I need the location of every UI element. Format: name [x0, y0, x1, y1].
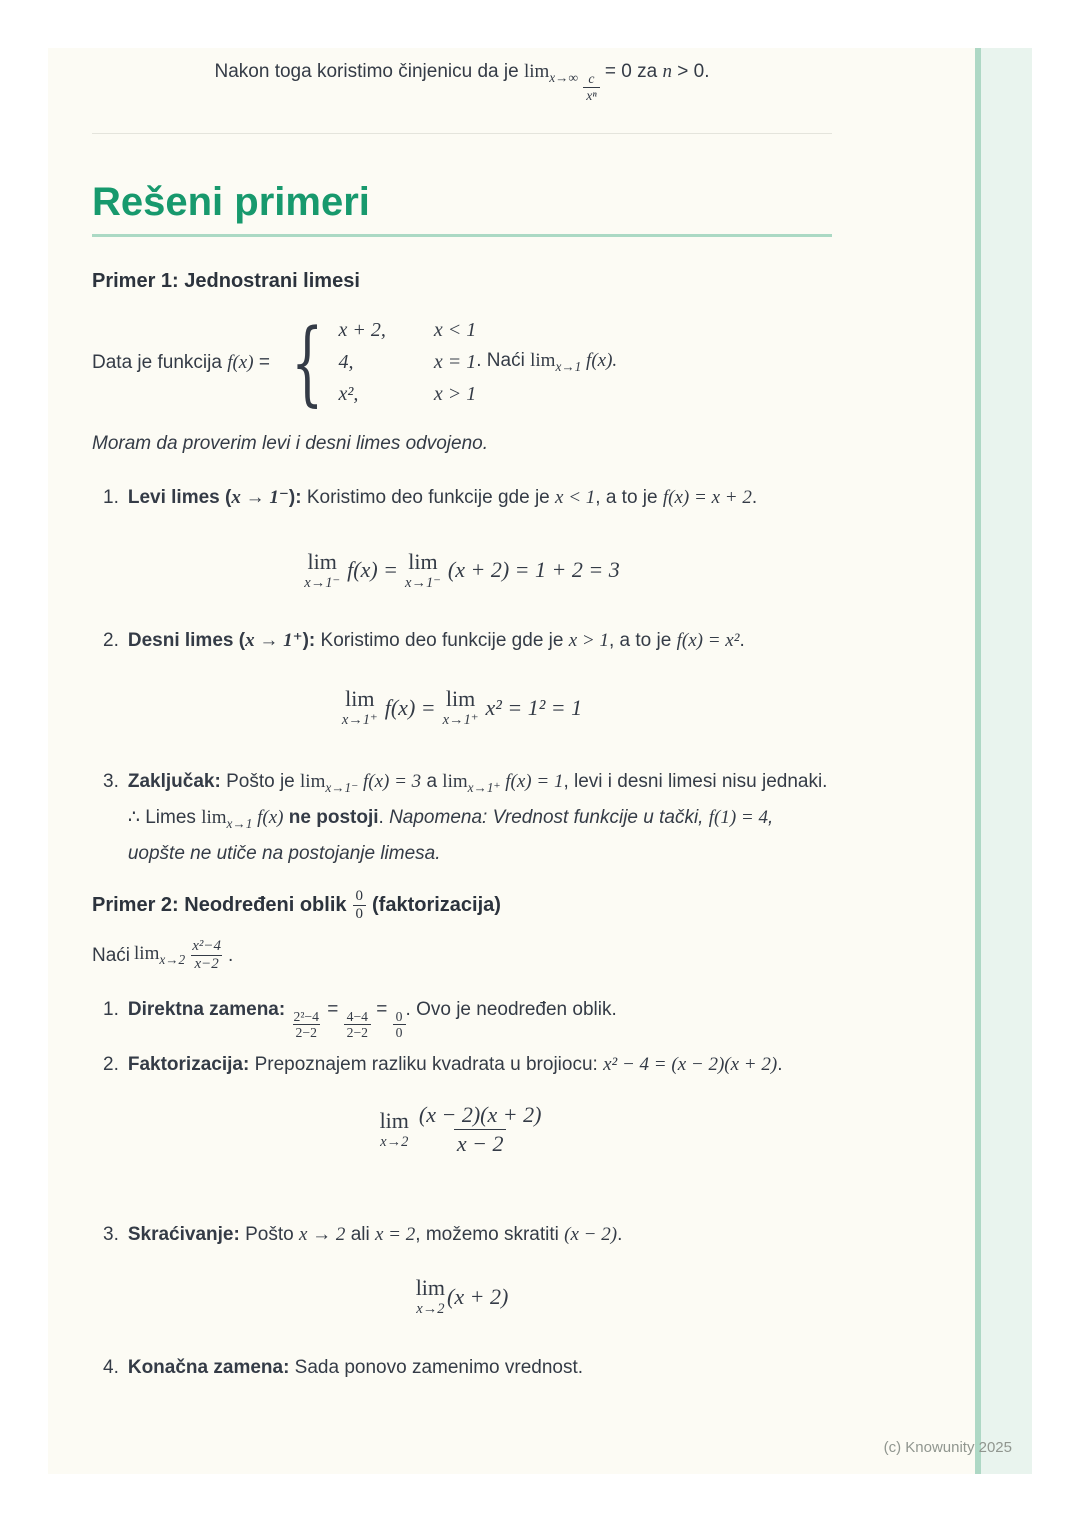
item-text: .: [617, 1224, 623, 1246]
list-item-text: [128, 623, 832, 659]
math-fx: f(x).: [581, 350, 618, 372]
lim-subscript: x→2: [416, 1301, 445, 1318]
lim-inline: [134, 943, 185, 968]
lim-operator: lim: [345, 686, 375, 712]
lim-operator: lim: [415, 1275, 446, 1301]
fraction-denominator: x − 2: [454, 1129, 507, 1158]
item-text: , možemo skratiti: [415, 1224, 565, 1246]
item-text: . Ovo je neodređen oblik.: [405, 998, 617, 1020]
item-text: .: [777, 1054, 783, 1076]
italic-note: Moram da proverim levi i desni limes odvojeno.: [92, 432, 488, 454]
piecewise-brace: {: [291, 308, 324, 416]
inline-fraction: [353, 888, 367, 922]
bold-ne-postoji: ne postoji: [283, 806, 379, 828]
math-expression: f(x) =: [384, 695, 436, 721]
lim-operator: lim: [201, 806, 227, 828]
math-expression: f(x) =: [347, 557, 399, 583]
item-label: Direktna zamena:: [127, 998, 291, 1020]
fraction-numerator: c: [588, 71, 595, 87]
lim-with-limit: [443, 688, 479, 728]
item-label: Skraćivanje:: [127, 1224, 240, 1246]
list-item-conclusion: [92, 764, 832, 872]
list-number: 1.: [103, 486, 119, 508]
item-label-math: x → 1⁺: [245, 630, 303, 652]
lim-operator: lim: [445, 686, 476, 712]
fraction-denominator: x−2: [191, 955, 221, 973]
primer2-heading: [92, 888, 832, 922]
piecewise-definition: [92, 308, 832, 416]
inline-fraction: [583, 71, 599, 103]
document-page-panel: [48, 48, 1032, 1474]
inline-math: f(x) = x + 2: [662, 486, 752, 508]
item-text: a: [421, 770, 443, 792]
display-math-factored-fraction: [92, 1101, 832, 1157]
lim-with-limit: [379, 1107, 409, 1150]
case-value: x²,: [338, 383, 359, 406]
display-math-left-limit: [92, 548, 832, 591]
list-item-final-substitution: [92, 1350, 832, 1386]
intro-text: Nakon toga koristimo činjenicu da je: [214, 61, 524, 82]
list-number: 3.: [103, 1224, 119, 1246]
inline-fraction: [189, 938, 224, 974]
math-fx: f(x): [227, 351, 254, 373]
list-number: 3.: [103, 770, 119, 792]
napomena-italic: , uopšte ne utiče na postojanje limesa.: [127, 806, 774, 865]
lim-with-limit: [405, 548, 441, 591]
item-label: Konačna zamena:: [127, 1356, 290, 1378]
case-value: 4,: [338, 351, 354, 374]
fraction-denominator: 2−2: [344, 1024, 371, 1041]
lim-operator: lim: [523, 61, 550, 82]
fraction-numerator: 0: [395, 1008, 403, 1024]
display-math-right-limit: [92, 688, 832, 728]
list-item-text: [128, 1350, 832, 1386]
fraction-denominator: 0: [353, 905, 367, 923]
math-expression: x² = 1² = 1: [485, 695, 583, 721]
lim-subscript: x→1⁺: [341, 712, 378, 729]
lim-subscript: x→1: [555, 359, 582, 374]
primer2-problem: [92, 938, 832, 974]
item-text: Pošto je: [220, 770, 301, 792]
inline-fraction: [344, 1009, 371, 1041]
intro-text: = 0 za: [599, 61, 663, 82]
inline-math: f(x) = 3: [358, 770, 422, 792]
lim-operator: lim: [307, 548, 337, 574]
list-item-right-limit: [92, 623, 832, 659]
display-math-simplified-limit: [92, 1277, 832, 1317]
intro-paragraph: [92, 58, 832, 104]
item-text: , levi i desni limesi nisu jednaki. ∴ Limes: [127, 770, 828, 828]
item-label: ):: [302, 630, 316, 652]
case-condition: x = 1: [433, 351, 477, 374]
item-text: , a to je: [595, 486, 663, 508]
case-value: x + 2,: [338, 319, 386, 342]
lim-subscript: x→1⁻: [304, 574, 341, 591]
inline-fraction: [393, 1009, 406, 1041]
item-label: Desni limes (: [127, 630, 246, 652]
display-fraction: [416, 1101, 545, 1157]
right-accent-bar: [975, 48, 1032, 1474]
lim-subscript: x→1: [226, 815, 253, 831]
math-var-n: n: [662, 61, 672, 82]
fraction-numerator: 4−4: [346, 1008, 369, 1024]
case-condition: x > 1: [433, 383, 477, 406]
item-text: =: [321, 998, 344, 1020]
list-item-cancellation: [92, 1217, 832, 1253]
lim-with-limit: [342, 688, 378, 728]
inline-math: x → 2: [298, 1224, 346, 1246]
inline-math: f(x) = 1: [500, 770, 564, 792]
inline-math: f(x) = x²: [676, 630, 740, 652]
lim-operator: lim: [300, 770, 326, 792]
inline-math: (x − 2): [564, 1224, 618, 1246]
copyright-notice: (c) Knowunity 2025: [883, 1439, 1012, 1456]
lim-operator: lim: [134, 943, 160, 965]
lim-subscript: x→1⁺: [467, 779, 501, 795]
inline-math: x > 1: [568, 630, 609, 652]
item-text: ali: [345, 1224, 375, 1246]
item-text: .: [378, 806, 390, 828]
page-title: Rešeni primeri: [92, 178, 832, 237]
fraction-numerator: 2²−4: [293, 1008, 319, 1024]
given-text: Data je funkcija: [92, 351, 228, 373]
item-text: .: [751, 486, 758, 508]
given-lead: [92, 352, 270, 374]
intro-text: > 0.: [671, 61, 710, 82]
item-label-math: x → 1⁻: [231, 486, 289, 508]
list-item-factorization: [92, 1047, 832, 1083]
list-number: 4.: [103, 1356, 119, 1378]
list-item-text: [128, 480, 832, 516]
heading-text: Primer 2: Neodređeni oblik: [92, 893, 347, 916]
page-content: [92, 48, 832, 1386]
given-text: . Naći: [476, 350, 531, 372]
inline-math: x = 2: [375, 1224, 416, 1246]
section-divider: [92, 133, 832, 134]
item-text: =: [371, 998, 393, 1020]
item-label: Faktorizacija:: [127, 1054, 250, 1076]
item-text: Sada ponovo zamenimo vrednost.: [289, 1356, 584, 1378]
list-item-text: [128, 992, 832, 1042]
inline-math: f(1) = 4: [708, 806, 769, 828]
item-text: Prepoznajem razliku kvadrata u brojiocu:: [249, 1054, 604, 1076]
list-item-text: [128, 1217, 832, 1253]
lim-subscript: x→2: [159, 952, 186, 968]
item-label: ):: [288, 486, 302, 508]
heading-text: (faktorizacija): [372, 893, 501, 916]
list-item-text: [128, 764, 832, 872]
item-text: Koristimo deo funkcije gde je: [301, 486, 556, 508]
fraction-denominator: xⁿ: [583, 87, 599, 104]
fraction-denominator: 0: [393, 1024, 406, 1041]
fraction-numerator: 0: [355, 888, 364, 905]
fraction-numerator: (x − 2)(x + 2): [418, 1102, 542, 1128]
problem-text: .: [228, 944, 234, 966]
lim-subscript: x→1⁻: [405, 574, 441, 591]
lim-subscript: x→1⁻: [325, 779, 359, 795]
lim-operator: lim: [530, 350, 556, 372]
item-text: Pošto: [239, 1224, 299, 1246]
item-text: .: [739, 630, 745, 652]
inline-math: x² − 4 = (x − 2)(x + 2): [603, 1054, 778, 1076]
list-item-direct-substitution: [92, 992, 832, 1042]
fraction-numerator: x²−4: [192, 938, 221, 955]
item-label: Levi limes (: [127, 486, 232, 508]
piecewise-cases: [338, 319, 476, 406]
list-number: 2.: [103, 630, 119, 652]
lim-operator: lim: [408, 548, 438, 574]
primer1-heading: Primer 1: Jednostrani limesi: [92, 269, 360, 292]
math-expression: (x + 2): [447, 1284, 509, 1310]
item-text: Koristimo deo funkcije gde je: [315, 630, 569, 652]
lim-operator: lim: [442, 770, 468, 792]
math-expression: (x + 2) = 1 + 2 = 3: [447, 557, 620, 583]
lim-subscript: x→2: [380, 1133, 409, 1150]
item-label: Zaključak:: [127, 770, 221, 792]
lim-operator: lim: [379, 1107, 409, 1133]
item-text: , a to je: [609, 630, 677, 652]
problem-text: Naći: [92, 944, 131, 966]
napomena-italic: Napomena: Vrednost funkcije u tački,: [389, 806, 709, 828]
case-condition: x < 1: [433, 319, 477, 342]
lim-with-limit: [304, 548, 341, 591]
inline-fraction: [290, 1009, 321, 1041]
lim-with-limit: [416, 1277, 445, 1317]
list-item-text: [128, 1047, 832, 1083]
given-text: =: [253, 351, 270, 373]
inline-math: x < 1: [555, 486, 596, 508]
given-tail: [476, 350, 617, 375]
lim-subscript: x→∞: [549, 69, 578, 85]
fraction-denominator: 2−2: [293, 1024, 320, 1041]
list-number: 2.: [103, 1054, 119, 1076]
list-item-left-limit: [92, 480, 832, 516]
lim-subscript: x→1⁺: [442, 712, 479, 729]
inline-math: f(x): [252, 806, 284, 828]
list-number: 1.: [103, 998, 119, 1020]
